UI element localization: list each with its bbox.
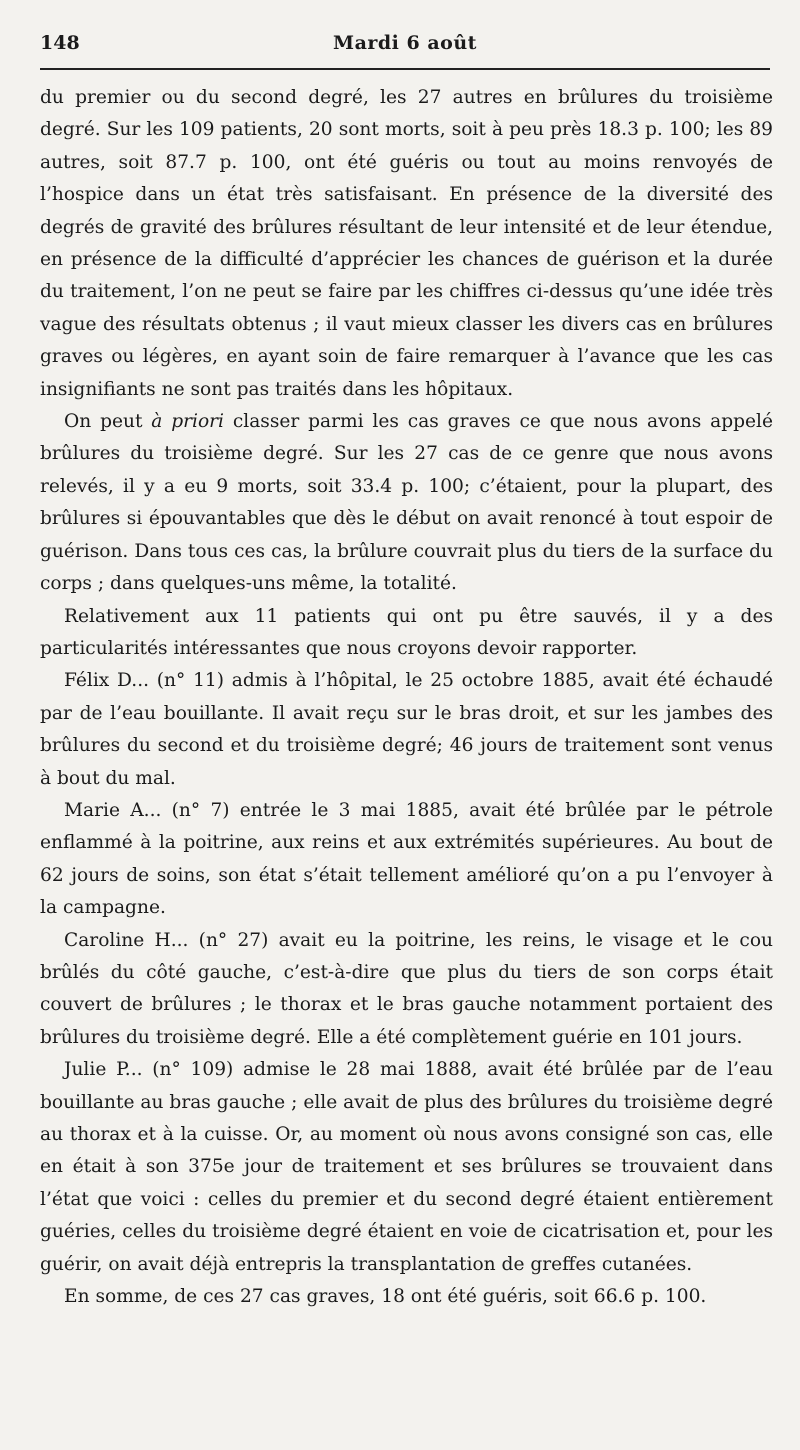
paragraph-text: classer parmi les cas graves ce que nous avons appelé brûlures du troisième degré. Sur les 27 cas de ce genre que nous avons relevés, il y a eu 9 morts, soit 33.4 p. 100; c’étaient, pour la plupart, des brûlures si épouvantables que dès le début on avait renoncé à tout espoir de guérison. Dans tous ces cas, la brûlure couvrait plus du tiers de la surface du corps ; dans quelques-uns même, la totalité. (40, 411, 773, 595)
paragraph: Julie P... (n° 109) admise le 28 mai 1888, avait été brûlée par de l’eau bouillante au bras gauche ; elle avait de plus des brûlures du troisième degré au thorax et à la cuisse. Or, au moment où nous avons consigné son cas, elle en était à son 375e jour de traitement et ses brûlures se trouvaient dans l’état que voici : celles du premier et du second degré étaient entièrement guéries, celles du troisième degré étaient en voie de cicatrisation et, pour les guérir, on avait déjà entrepris la transplantation de greffes cutanées. (40, 1059, 773, 1275)
running-title: Mardi 6 août (333, 32, 477, 54)
paragraph: Caroline H... (n° 27) avait eu la poitrine, les reins, le visage et le cou brûlés du côté gauche, c’est-à-dire que plus du tiers de son corps était couvert de brûlures ; le thorax et le bras gauche notamment portaient des brûlures du troisième degré. Elle a été complètement guérie en 101 jours. (40, 929, 773, 1048)
paragraph: Relativement aux 11 patients qui ont pu être sauvés, il y a des particularités intéressantes que nous croyons devoir rapporter. (40, 605, 773, 659)
running-head (40, 28, 770, 58)
page-number: 148 (40, 32, 80, 54)
header-rule (40, 68, 770, 70)
paragraph: Félix D... (n° 11) admis à l’hôpital, le 25 octobre 1885, avait été échaudé par de l’eau bouillante. Il avait reçu sur le bras droit, et sur les jambes des brûlures du second et du troisième degré; 46 jours de traitement sont venus à bout du mal. (40, 670, 773, 789)
paragraph: Marie A... (n° 7) entrée le 3 mai 1885, avait été brûlée par le pétrole enflammé à la poitrine, aux reins et aux extrémités supérieures. Au bout de 62 jours de soins, son état s’était tellement amélioré qu’on a pu l’envoyer à la campagne. (40, 799, 773, 919)
body-text (40, 82, 773, 1313)
paragraph (40, 406, 773, 600)
italic-term: à priori (151, 411, 224, 433)
paragraph: du premier ou du second degré, les 27 autres en brûlures du troisième degré. Sur les 109 patients, 20 sont morts, soit à peu près 18.3 p. 100; les 89 autres, soit 87.7 p. 100, ont été guéris ou tout au moins renvoyés de l’hospice dans un état très satisfaisant. En présence de la diversité des degrés de gravité des brûlures résultant de leur intensité et de leur étendue, en présence de la difficulté d’apprécier les chances de guérison et la durée du traitement, l’on ne peut se faire par les chiffres ci-dessus qu’une idée très vague des résultats obtenus ; il vaut mieux classer les divers cas en brûlures graves ou légères, en ayant soin de faire remarquer à l’avance que les cas insignifiants ne sont pas traités dans les hôpitaux. (40, 87, 773, 400)
paragraph: En somme, de ces 27 cas graves, 18 ont été guéris, soit 66.6 p. 100. (64, 1286, 707, 1308)
paragraph-text: On peut (64, 411, 152, 433)
